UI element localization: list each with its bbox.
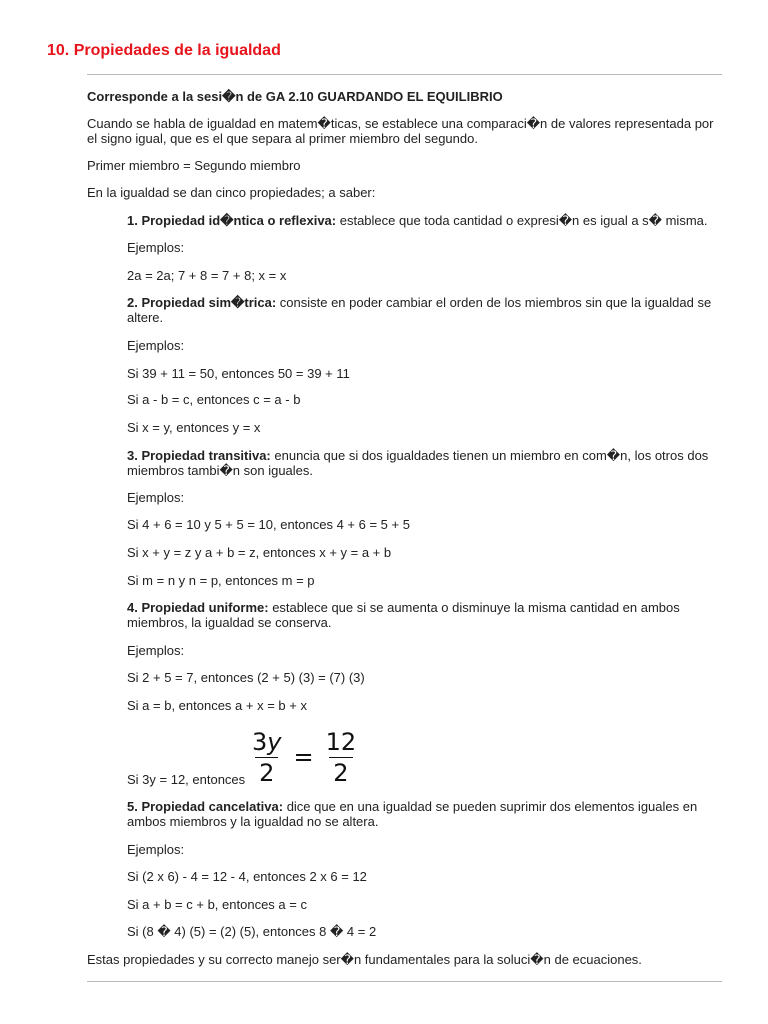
- fraction-rhs: $\frac{12}{2}$: [325, 727, 357, 787]
- property-5: 5. Propiedad cancelativa: dice que en una igualdad se pueden suprimir dos elementos iguales en ambos miembros y la igualdad no se altera.: [127, 799, 698, 829]
- property-1: 1. Propiedad id�ntica o reflexiva: establece que toda cantidad o expresi�n es igual a s� misma.: [127, 213, 708, 228]
- example-line: Si 2 + 5 = 7, entonces (2 + 5) (3) = (7) (3): [127, 670, 365, 685]
- formula-line: Primer miembro = Segundo miembro: [87, 158, 301, 173]
- examples-label: Ejemplos:: [127, 643, 185, 658]
- example-line: Si 3y = 12, entonces: [127, 772, 246, 787]
- properties-intro: En la igualdad se dan cinco propiedades; a saber:: [87, 185, 376, 200]
- example-line: Si x = y, entonces y = x: [127, 420, 261, 435]
- session-note: Corresponde a la sesi�n de GA 2.10 GUARDANDO EL EQUILIBRIO: [87, 89, 503, 104]
- examples-label: Ejemplos:: [127, 338, 185, 353]
- example-line: Si a + b = c + b, entonces a = c: [127, 897, 307, 912]
- examples-label: Ejemplos:: [127, 240, 185, 255]
- example-line: Si a = b, entonces a + x = b + x: [127, 698, 307, 713]
- example-line: Si x + y = z y a + b = z, entonces x + y = a + b: [127, 545, 392, 560]
- intro-paragraph: Cuando se habla de igualdad en matem�ticas, se establece una comparaci�n de valores representada por el signo igual, que es el que separa al primer miembro del segundo.: [87, 116, 714, 146]
- example-line: Si 4 + 6 = 10 y 5 + 5 = 10, entonces 4 + 6 = 5 + 5: [127, 517, 410, 532]
- page-title: 10. Propiedades de la igualdad: [47, 42, 281, 59]
- example-line: 2a = 2a; 7 + 8 = 7 + 8; x = x: [127, 268, 287, 283]
- fraction-lhs: $\frac{3y}{2}$: [252, 727, 282, 787]
- property-3: 3. Propiedad transitiva: enuncia que si dos igualdades tienen un miembro en com�n, los otros dos miembros tambi�n son iguales.: [127, 448, 709, 478]
- example-line: Si m = n y n = p, entonces m = p: [127, 573, 315, 588]
- top-divider: [87, 74, 722, 75]
- example-line: Si 39 + 11 = 50, entonces 50 = 39 + 11: [127, 366, 350, 381]
- property-4: 4. Propiedad uniforme: establece que si se aumenta o disminuye la misma cantidad en ambos miembros, la igualdad se conserva.: [127, 600, 680, 630]
- equals-sign: =: [293, 743, 314, 771]
- examples-label: Ejemplos:: [127, 490, 185, 505]
- bottom-divider: [87, 981, 722, 982]
- example-line: Si a - b = c, entonces c = a - b: [127, 392, 301, 407]
- example-line: Si (8 � 4) (5) = (2) (5), entonces 8 � 4 = 2: [127, 924, 377, 939]
- examples-label: Ejemplos:: [127, 842, 185, 857]
- property-2: 2. Propiedad sim�trica: consiste en poder cambiar el orden de los miembros sin que la igualdad se altere.: [127, 295, 712, 325]
- example-line: Si (2 x 6) - 4 = 12 - 4, entonces 2 x 6 = 12: [127, 869, 367, 884]
- conclusion-paragraph: Estas propiedades y su correcto manejo ser�n fundamentales para la soluci�n de ecuaciones.: [87, 952, 642, 967]
